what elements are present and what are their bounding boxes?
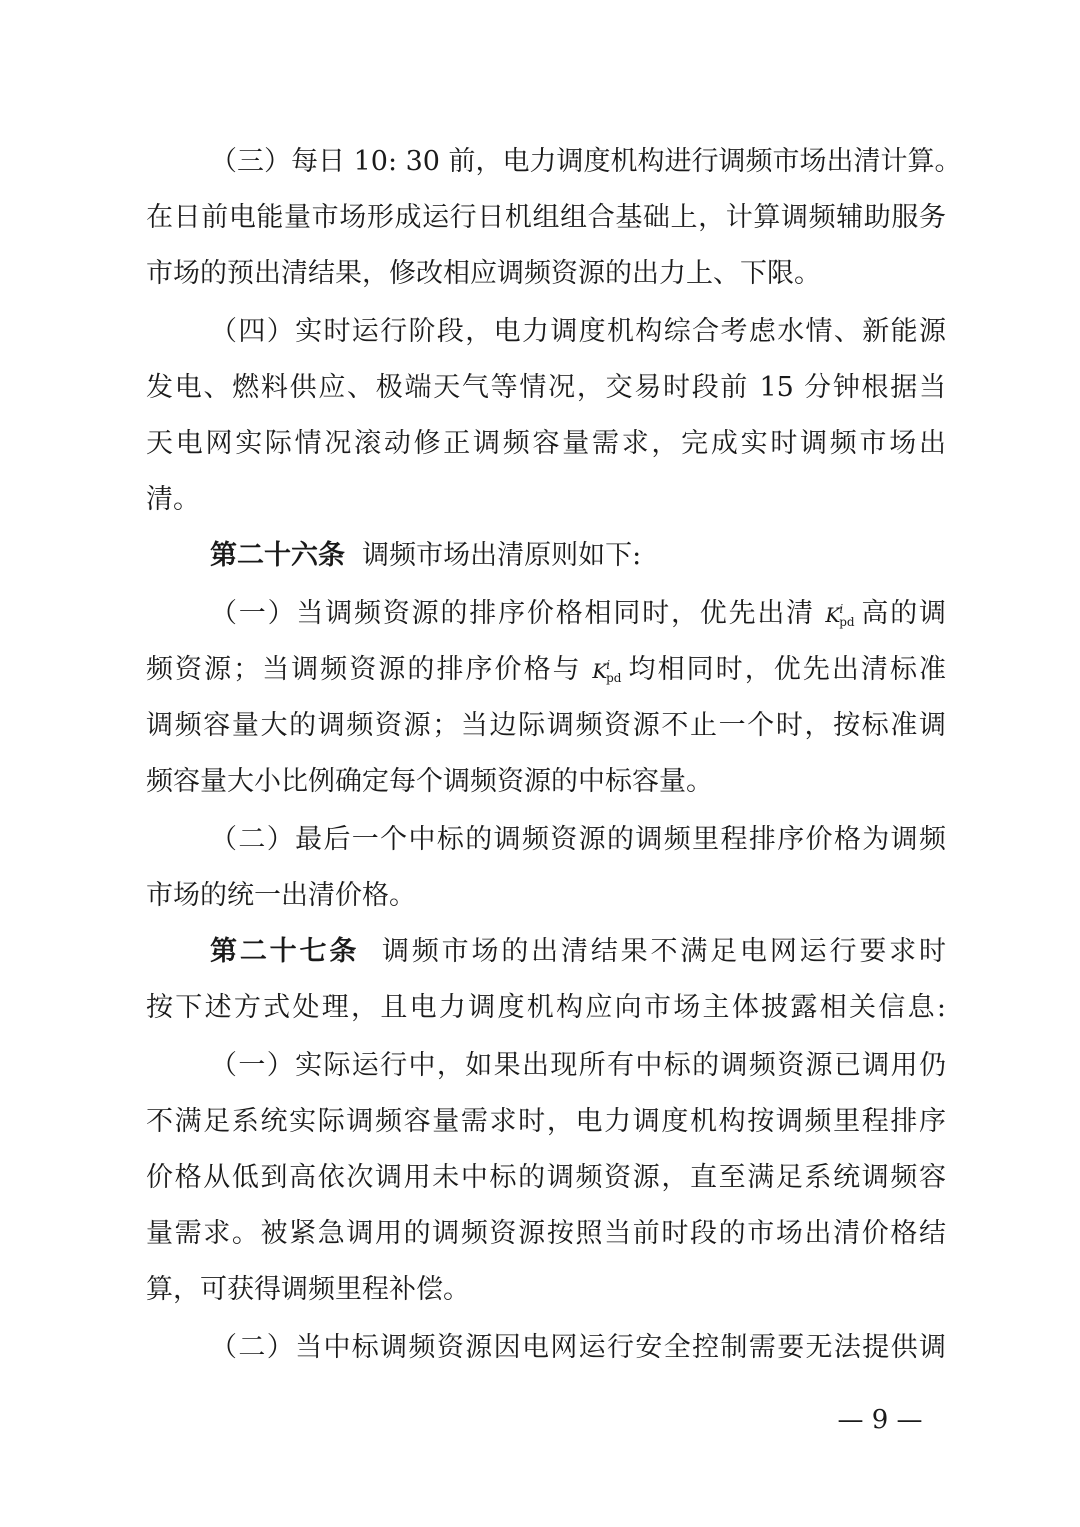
paragraph-line: （二）最后一个中标的调频资源的调频里程排序价格为调频 bbox=[210, 824, 946, 855]
paragraph-line-with-symbol bbox=[146, 652, 946, 692]
kpd-symbol: $K^i_{pd}$ bbox=[592, 658, 622, 685]
paragraph-line: 发电、燃料供应、极端天气等情况，交易时段前 15 分钟根据当 bbox=[146, 372, 946, 403]
paragraph-line: 天电网实际情况滚动修正调频容量需求，完成实时调频市场出 bbox=[146, 428, 946, 459]
paragraph-line: 量需求。被紧急调用的调频资源按照当前时段的市场出清价格结 bbox=[146, 1218, 946, 1249]
paragraph-line: 价格从低到高依次调用未中标的调频资源，直至满足系统调频容 bbox=[146, 1162, 946, 1193]
line-text: 频资源；当调频资源的排序价格与 bbox=[146, 654, 582, 685]
article-27-title: 第二十七条 bbox=[210, 936, 360, 967]
paragraph-line: 不满足系统实际调频容量需求时，电力调度机构按调频里程排序 bbox=[146, 1106, 946, 1137]
paragraph-line: 频容量大小比例确定每个调频资源的中标容量。 bbox=[146, 766, 713, 797]
paragraph-line-with-symbol bbox=[210, 596, 946, 636]
article-26-line bbox=[210, 538, 946, 574]
kpd-symbol: $K^i_{pd}$ bbox=[825, 602, 855, 629]
paragraph-line: 市场的统一出清价格。 bbox=[146, 880, 416, 911]
article-26-title: 第二十六条 bbox=[210, 540, 345, 571]
paragraph-line: 市场的预出清结果，修改相应调频资源的出力上、下限。 bbox=[146, 258, 821, 289]
paragraph-line: 调频容量大的调频资源；当边际调频资源不止一个时，按标准调 bbox=[146, 710, 946, 741]
article-27-text: 调频市场的出清结果不满足电网运行要求时 bbox=[382, 936, 947, 967]
paragraph-line: （一）实际运行中，如果出现所有中标的调频资源已调用仍 bbox=[210, 1050, 946, 1081]
paragraph-line: 算，可获得调频里程补偿。 bbox=[146, 1274, 470, 1305]
paragraph-line: （三）每日 10: 30 前，电力调度机构进行调频市场出清计算。 bbox=[210, 146, 962, 177]
line-text: （一）当调频资源的排序价格相同时，优先出清 bbox=[210, 598, 815, 629]
line-text: 高的调 bbox=[859, 598, 947, 629]
paragraph-line: （二）当中标调频资源因电网运行安全控制需要无法提供调 bbox=[210, 1332, 946, 1363]
article-26-text: 调频市场出清原则如下: bbox=[362, 540, 642, 571]
paragraph-line: 在日前电能量市场形成运行日机组组合基础上，计算调频辅助服务 bbox=[146, 202, 946, 233]
page-number: — 9 — bbox=[837, 1405, 923, 1435]
article-27-line bbox=[210, 934, 946, 970]
paragraph-line: 清。 bbox=[146, 484, 200, 515]
paragraph-line: （四）实时运行阶段，电力调度机构综合考虑水情、新能源 bbox=[210, 316, 946, 347]
line-text: 均相同时，优先出清标准 bbox=[626, 654, 947, 685]
paragraph-line: 按下述方式处理，且电力调度机构应向市场主体披露相关信息: bbox=[146, 992, 946, 1023]
